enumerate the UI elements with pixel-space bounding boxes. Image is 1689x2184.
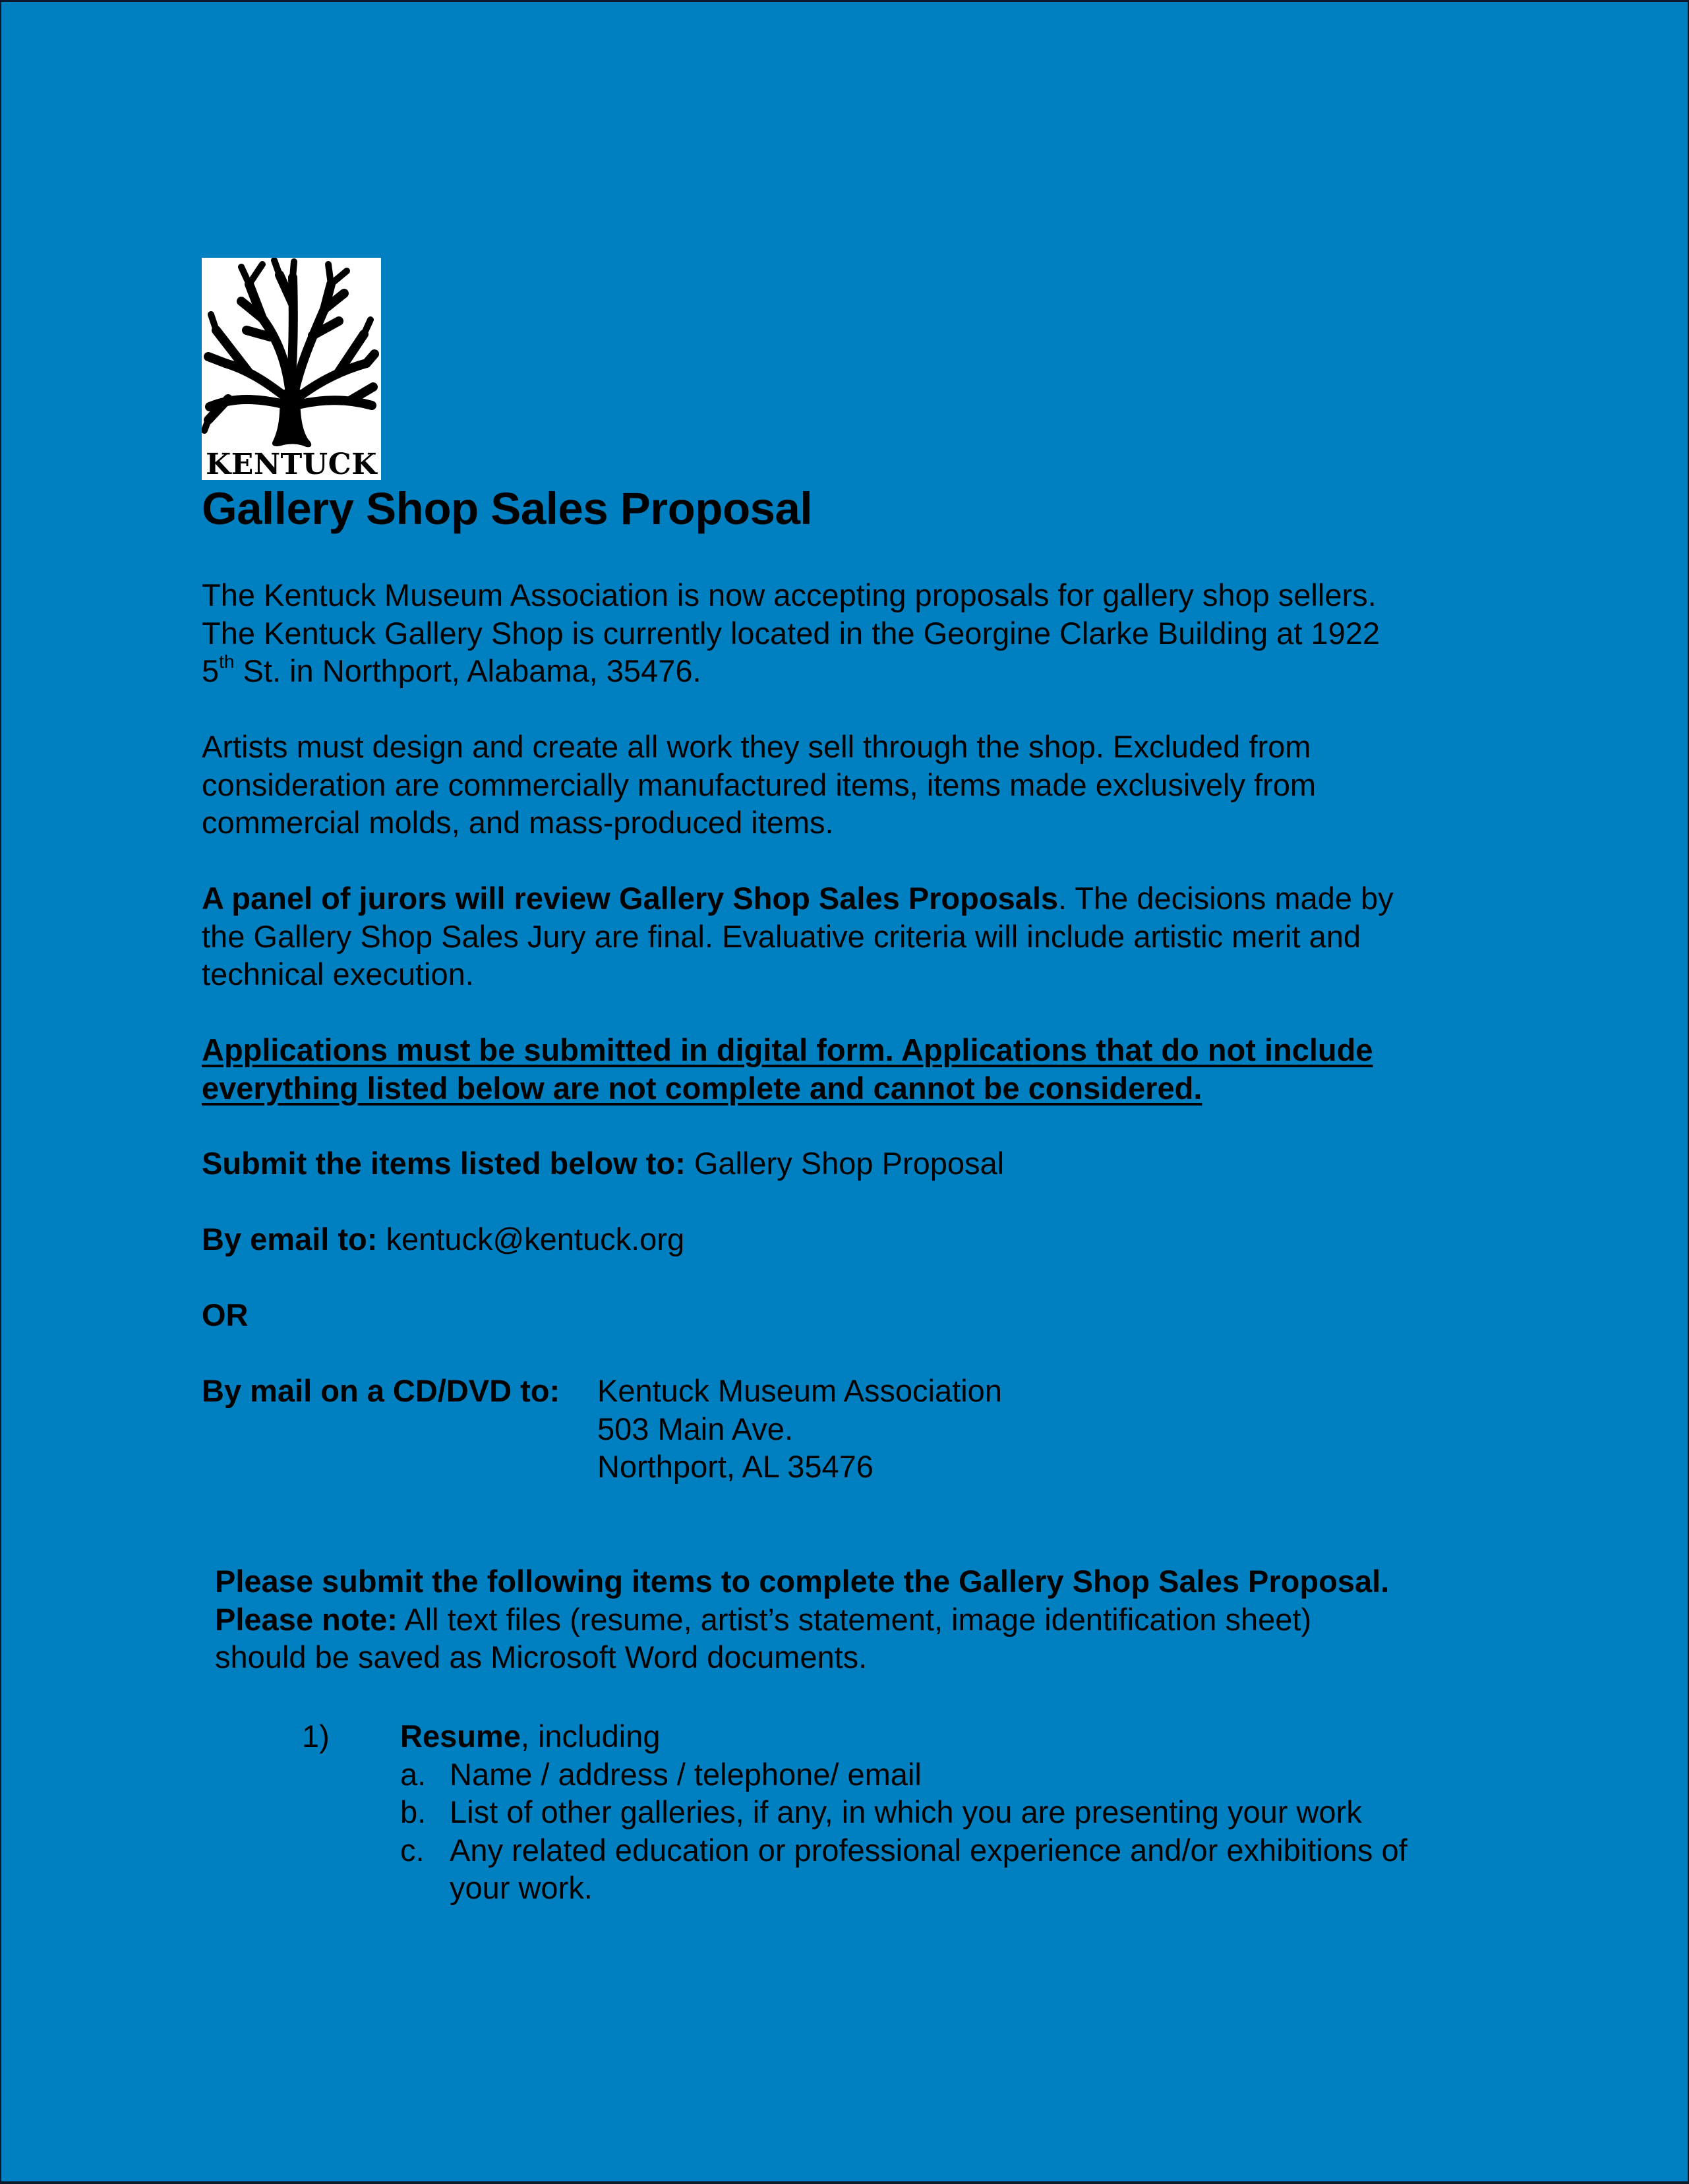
sub-item-letter: b. [400,1794,427,1829]
mail-label: By mail on a CD/DVD to: [202,1373,560,1408]
address-line: Northport, AL 35476 [597,1449,874,1484]
jury-text: . The decisions made by [1058,881,1394,916]
street-address: St. in Northport, Alabama, 35476. [234,653,701,688]
note-label: Please note: [215,1601,398,1637]
ordinal-suffix: th [219,651,235,672]
page-title: Gallery Shop Sales Proposal [202,483,813,534]
mail-address-block [202,1372,1002,1486]
requirements-line: consideration are commercially manufactured items, items made exclusively from [202,767,1317,802]
item-title: Resume [400,1719,521,1754]
instructions-block [215,1562,1389,1676]
sub-item-text: Any related education or professional experience and/or exhibitions of [450,1832,1408,1868]
sub-item-letter: a. [400,1756,427,1792]
jury-bold-text: A panel of jurors will review Gallery Shop Sales Proposals [202,881,1059,916]
note-line [215,1601,1389,1639]
sub-item-text: List of other galleries, if any, in which you are presenting your work [450,1794,1362,1829]
email-row [202,1220,684,1258]
address-line: Kentuck Museum Association [597,1373,1002,1408]
submit-value: Gallery Shop Proposal [685,1146,1005,1181]
list-item-heading [400,1717,661,1756]
email-label: By email to: [202,1222,378,1256]
intro-paragraph [202,576,1380,690]
email-line [202,1220,684,1258]
logo-wordmark: KENTUCK [206,448,377,480]
item-suffix: , including [520,1719,661,1754]
jury-line [202,879,1394,918]
instructions-heading: Please submit the following items to complete the Gallery Shop Sales Proposal. [215,1564,1390,1599]
sub-item [400,1831,1408,1870]
submit-to-line [202,1144,1004,1183]
email-link[interactable]: kentuck@kentuck.org [377,1222,685,1256]
notice-line: Applications must be submitted in digital form. Applications that do not include [202,1032,1373,1067]
digital-submission-notice [202,1031,1373,1107]
list-number: 1) [302,1719,330,1754]
requirements-line: commercial molds, and mass-produced items. [202,805,834,840]
note-line: should be saved as Microsoft Word documents. [215,1639,868,1674]
sub-item-letter: c. [400,1832,425,1868]
sub-item-text: Name / address / telephone/ email [450,1756,922,1792]
jury-line: technical execution. [202,957,474,991]
submit-to [202,1144,1004,1183]
tree-icon [202,258,381,480]
list-item [0,1717,1689,1756]
submit-label: Submit the items listed below to: [202,1146,686,1181]
sub-item-continuation: your work. [450,1870,593,1905]
sub-item [400,1793,1362,1831]
note-text: All text files (resume, artist’s statement, image identification sheet) [397,1601,1312,1637]
mail-row [202,1372,1002,1410]
street-number: 5 [202,653,220,688]
jury-paragraph [202,879,1394,993]
intro-line: The Kentuck Gallery Shop is currently located in the Georgine Clarke Building at 1922 [202,615,1380,651]
requirements-paragraph [202,728,1316,842]
kentuck-logo [202,258,381,480]
jury-line: the Gallery Shop Sales Jury are final. Evaluative criteria will include artistic merit and [202,918,1361,954]
intro-line [202,652,1380,690]
requirements-line: Artists must design and create all work they sell through the shop. Excluded from [202,729,1311,764]
address-line: 503 Main Ave. [597,1411,794,1446]
or-separator: OR [202,1297,249,1332]
sub-item [400,1756,922,1794]
intro-line: The Kentuck Museum Association is now accepting proposals for gallery shop sellers. [202,577,1377,612]
notice-line: everything listed below are not complete and cannot be considered. [202,1070,1202,1106]
